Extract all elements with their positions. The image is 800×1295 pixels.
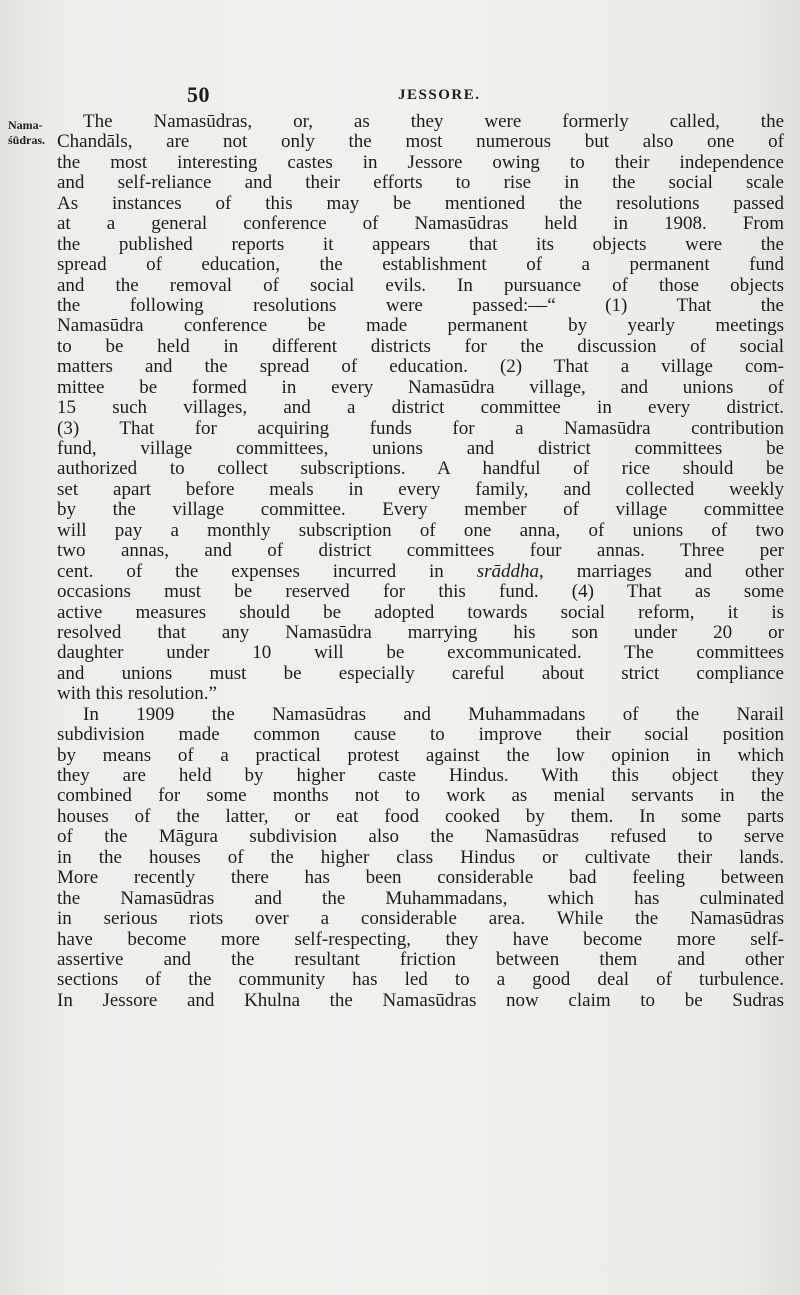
body-text xyxy=(57,112,784,1011)
text-line: matters and the spread of education. (2) That a village com- xyxy=(57,357,784,378)
text-line: active measures should be adopted towards social reform, it is xyxy=(57,602,784,623)
text-line: and the removal of social evils. In pursuance of those objects xyxy=(57,275,784,296)
text-line: by the village committee. Every member of village committee xyxy=(57,500,784,521)
text-line: spread of education, the establishment of a permanent fund xyxy=(57,255,784,276)
text-line: In Jessore and Khulna the Namasūdras now claim to be Sudras xyxy=(57,990,784,1011)
text-line: combined for some months not to work as menial servants in the xyxy=(57,786,784,807)
text-line: As instances of this may be mentioned the resolutions passed xyxy=(57,193,784,214)
text-line: resolved that any Namasūdra marrying his son under 20 or xyxy=(57,622,784,643)
page-header xyxy=(0,82,800,112)
text-line: cent. of the expenses incurred in srāddha, marriages and other xyxy=(57,561,784,582)
margin-note-line: śūdras. xyxy=(8,133,46,147)
text-line: by means of a practical protest against the low opinion in which xyxy=(57,745,784,766)
text-line: to be held in different districts for the discussion of social xyxy=(57,336,784,357)
text-line: in serious riots over a considerable area. While the Namasūdras xyxy=(57,909,784,930)
text-line: 15 such villages, and a district committee in every district. xyxy=(57,398,784,419)
text-line: they are held by higher caste Hindus. With this object they xyxy=(57,766,784,786)
text-line: houses of the latter, or eat food cooked by them. In some parts xyxy=(57,806,784,827)
text-line: assertive and the resultant friction between them and other xyxy=(57,949,784,970)
page-number: 50 xyxy=(187,82,210,107)
running-title: JESSORE. xyxy=(398,87,481,103)
text-line: at a general conference of Namasūdras held in 1908. From xyxy=(57,214,784,235)
text-line: daughter under 10 will be excommunicated. The committees xyxy=(57,643,784,664)
text-line: set apart before meals in every family, and collected weekly xyxy=(57,479,784,500)
text-line: with this resolution.” xyxy=(57,684,217,705)
text-line: mittee be formed in every Namasūdra village, and unions of xyxy=(57,377,784,398)
italic-term: srāddha xyxy=(476,561,540,582)
text-line: sections of the community has led to a good deal of turbulence. xyxy=(57,970,784,991)
text-line: subdivision made common cause to improve their social position xyxy=(57,725,784,746)
margin-note xyxy=(8,118,48,148)
text-line: (3) That for acquiring funds for a Namasūdra contribution xyxy=(57,418,784,439)
text-line: Chandāls, are not only the most numerous but also one of xyxy=(57,132,784,153)
text-line: will pay a monthly subscription of one anna, of unions of two xyxy=(57,520,784,541)
text-line: Namasūdra conference be made permanent by yearly meetings xyxy=(57,316,784,337)
text-line: fund, village committees, unions and district committees be xyxy=(57,439,784,459)
text-line: the following resolutions were passed:—“ (1) That the xyxy=(57,295,784,316)
text-line: and self-reliance and their efforts to rise in the social scale xyxy=(57,173,784,194)
text-line: and unions must be especially careful about strict compliance xyxy=(57,663,784,684)
text-line: In 1909 the Namasūdras and Muhammadans of the Narail xyxy=(83,704,784,725)
text-line: More recently there has been considerable bad feeling between xyxy=(57,868,784,889)
text-line: the published reports it appears that its objects were the xyxy=(57,234,784,255)
text-line: two annas, and of district committees four annas. Three per xyxy=(57,541,784,562)
text-line: in the houses of the higher class Hindus or cultivate their lands. xyxy=(57,847,784,868)
text-line: authorized to collect subscriptions. A handful of rice should be xyxy=(57,459,784,480)
text-line: the most interesting castes in Jessore owing to their independence xyxy=(57,152,784,173)
text-line: have become more self-respecting, they have become more self- xyxy=(57,929,784,950)
text-line: The Namasūdras, or, as they were formerly called, the xyxy=(83,112,784,132)
margin-note-line: Nama- xyxy=(8,118,43,132)
text-line: occasions must be reserved for this fund. (4) That as some xyxy=(57,582,784,603)
text-line: the Namasūdras and the Muhammadans, which has culminated xyxy=(57,888,784,909)
text-line: of the Māgura subdivision also the Namasūdras refused to serve xyxy=(57,827,784,848)
